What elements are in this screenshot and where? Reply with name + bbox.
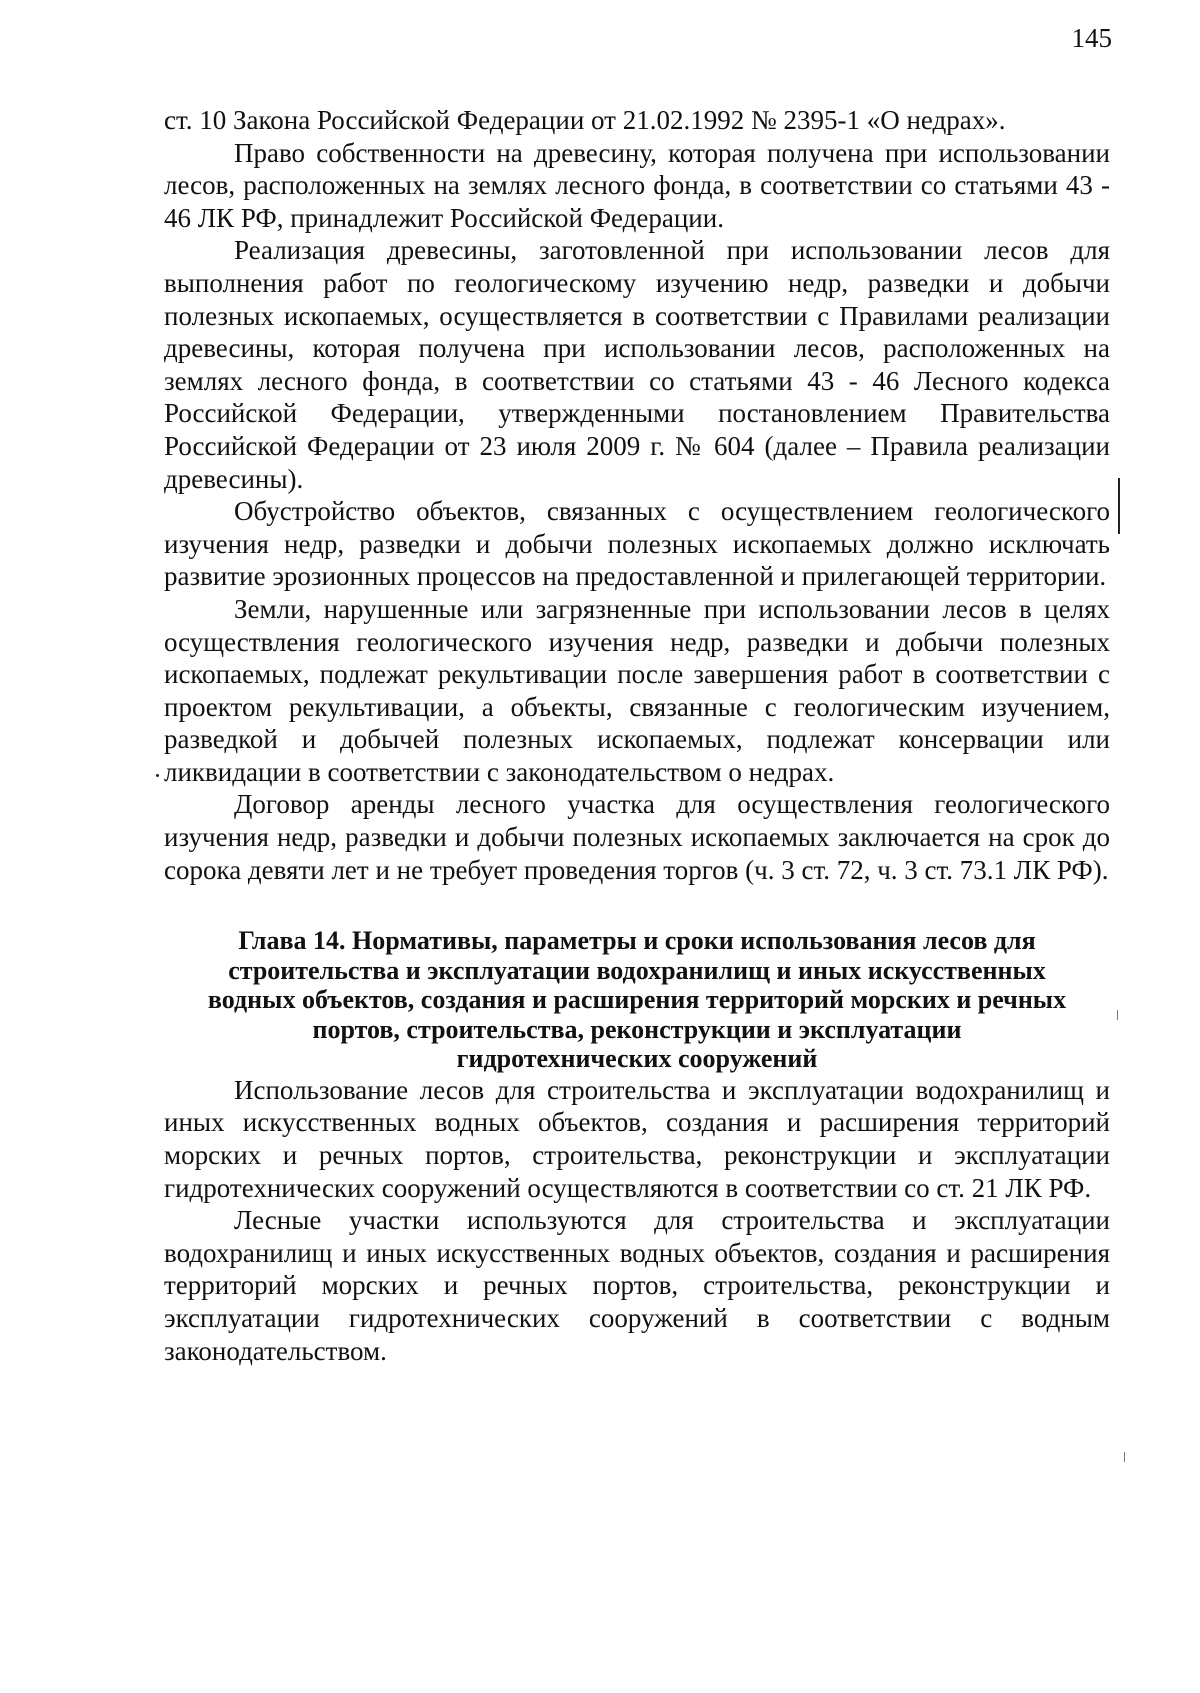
paragraph-chapter-basis: Использование лесов для строительства и эксплуатации водохранилищ и иных искусственных водных объектов, создания и расширения территорий морских и речных портов, строительства, реконструкции и эксплуатации гидротехнических сооружений осуществляются в соответствии со ст. 21 ЛК РФ.	[164, 1074, 1110, 1203]
paragraph-law-reference: ст. 10 Закона Российской Федерации от 21.02.1992 № 2395-1 «О недрах».	[164, 105, 1006, 135]
chapter-heading-line: Глава 14. Нормативы, параметры и сроки использования лесов для	[238, 926, 1036, 956]
margin-revision-bar	[1118, 478, 1120, 534]
chapter-heading-line: гидротехнических сооружений	[456, 1044, 818, 1074]
paragraph-lease-agreement: Договор аренды лесного участка для осуществления геологического изучения недр, разведки и добычи полезных ископаемых заключается на срок до сорока девяти лет и не требует проведения торгов (ч. 3 ст. 72, ч. 3 ст. 73.1 ЛК РФ).	[164, 789, 1110, 885]
chapter-heading-line: портов, строительства, реконструкции и эксплуатации	[312, 1014, 962, 1044]
paragraph-chapter-plots: Лесные участки используются для строительства и эксплуатации водохранилищ и иных искусственных водных объектов, создания и расширения территорий морских и речных портов, строительства, реконструкции и эксплуатации гидротехнических сооружений в соответствии с водным законодательством.	[164, 1205, 1110, 1366]
chapter-heading-line: строительства и эксплуатации водохранилищ и иных искусственных	[228, 955, 1046, 985]
paragraph-land-reclamation: Земли, нарушенные или загрязненные при использовании лесов в целях осуществления геологического изучения недр, разведки и добычи полезных ископаемых, подлежат рекультивации после завершения работ в соответствии с проектом рекультивации, а объекты, связанные с геологическим изучением, разведкой и добычей полезных ископаемых, подлежат консервации или ликвидации в соответствии с законодательством о недрах.	[164, 593, 1110, 787]
paragraph-timber-ownership: Право собственности на древесину, которая получена при использовании лесов, расположенных на землях лесного фонда, в соответствии со статьями 43 - 46 ЛК РФ, принадлежит Российской Федерации.	[164, 137, 1110, 233]
paragraph-timber-sale: Реализация древесины, заготовленной при использовании лесов для выполнения работ по геологическому изучению недр, разведки и добычи полезных ископаемых, осуществляется в соответствии с Правилами реализации древесины, которая получена при использовании лесов, расположенных на землях лесного фонда, в соответствии со статьями 43 - 46 Лесного кодекса Российской Федерации, утвержденными постановлением Правительства Российской Федерации от 23 июля 2009 г. № 604 (далее – Правила реализации древесины).	[164, 235, 1110, 494]
page-number: 145	[1071, 23, 1112, 53]
scan-speck	[1117, 1010, 1118, 1020]
paragraph-site-arrangement: Обустройство объектов, связанных с осуществлением геологического изучения недр, разведки и добычи полезных ископаемых должно исключать развитие эрозионных процессов на предоставленной и прилегающей территории.	[164, 496, 1110, 592]
chapter-heading	[164, 926, 1110, 1074]
chapter-heading-line: водных объектов, создания и расширения территорий морских и речных	[207, 985, 1067, 1015]
page-body	[164, 104, 1110, 1367]
scan-speck	[1124, 1452, 1125, 1462]
scan-speck	[156, 774, 159, 777]
